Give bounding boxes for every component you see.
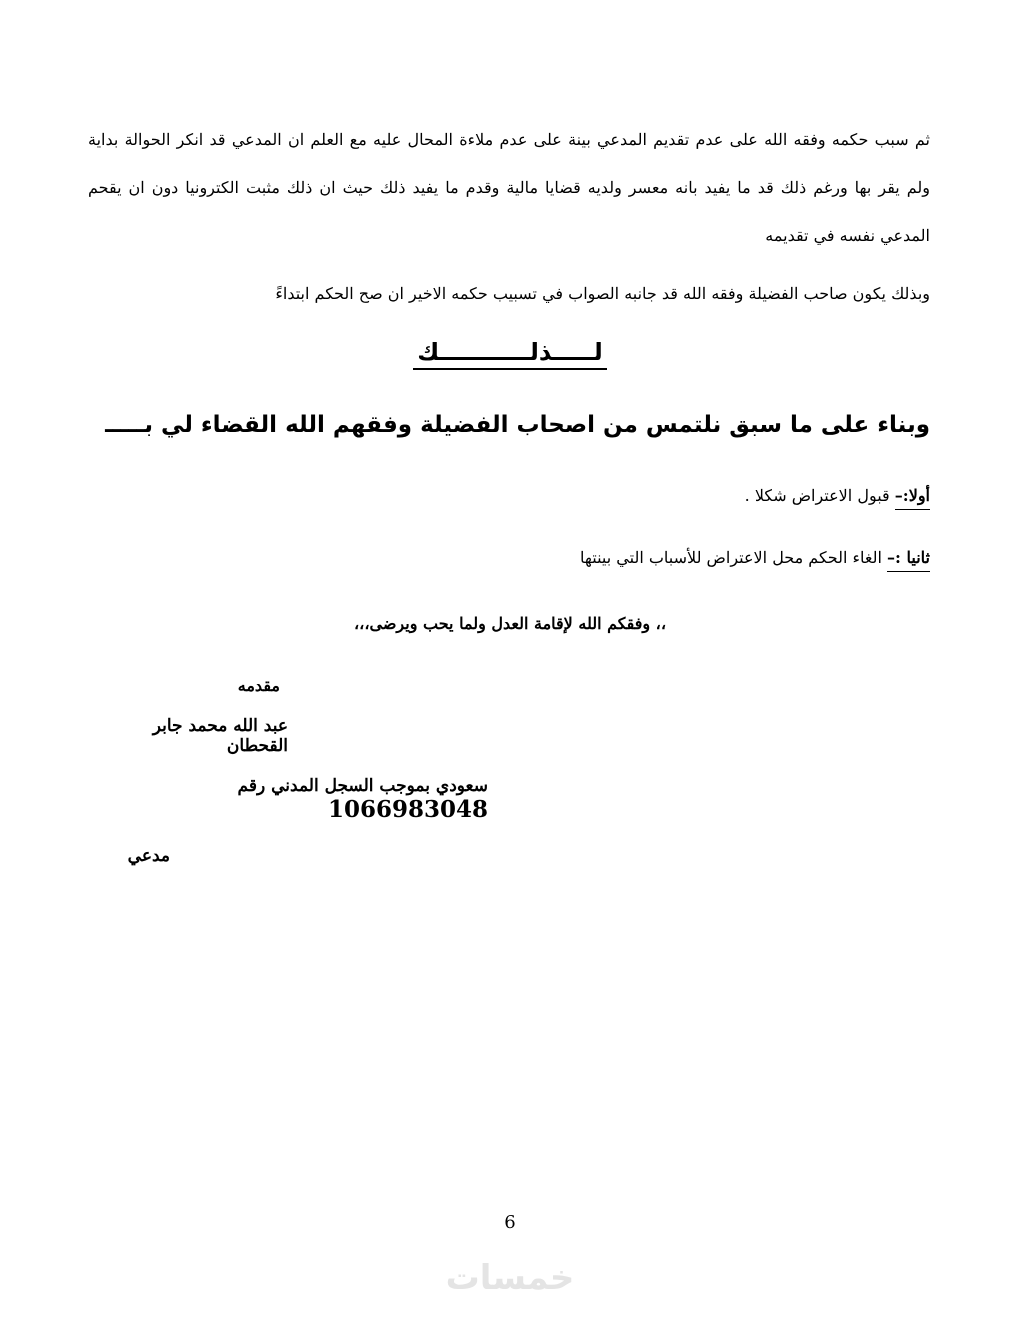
- request-statement: وبناء على ما سبق نلتمس من اصحاب الفضيلة وفقهم الله القضاء لي بـــــ: [105, 412, 930, 438]
- page-number: 6: [504, 1212, 516, 1233]
- request-item-second: [580, 548, 930, 567]
- request-item-second-text: الغاء الحكم محل الاعتراض للأسباب التي بينتها: [580, 548, 888, 567]
- civil-id-text: سعودي بموجب السجل المدني رقم: [237, 776, 488, 796]
- section-heading: [0, 338, 1020, 366]
- presenter-name: عبد الله محمد جابر القحطان: [152, 716, 288, 756]
- request-item-first: [745, 486, 930, 505]
- paragraph-conclusion: وبذلك يكون صاحب الفضيلة وفقه الله قد جانبه الصواب في تسبيب حكمه الاخير ان صح الحكم ابتداءً: [275, 284, 930, 303]
- section-heading-text: لـــــذلـــــــــــك: [413, 338, 606, 370]
- paragraph-reasoning: ثم سبب حكمه وفقه الله على عدم تقديم المدعي بينة على عدم ملاءة المحال عليه مع العلم ان المدعي قد انكر الحوالة بداية ولم يقر بها ورغم ذلك قد ما يفيد بانه معسر ولديه قضايا مالية وقدم ما يفيد ذلك حيث ان ذلك مثبت الكترونيا دون ان يقحم المدعي نفسه في تقديمه: [88, 130, 930, 245]
- request-item-first-label-group: [895, 486, 930, 510]
- closing-salutation: ،، وفقكم الله لإقامة العدل ولما يحب ويرضى،،،: [354, 614, 666, 633]
- request-item-first-label: أولا:–: [894, 486, 930, 505]
- role-label: مدعي: [127, 846, 170, 866]
- presenter-label: مقدمه: [237, 676, 280, 695]
- civil-id-line: [88, 776, 488, 823]
- request-item-second-label-group: [887, 548, 930, 572]
- civil-id-number: 1066983048: [327, 796, 488, 823]
- request-item-second-label: ثانيا :–: [887, 548, 930, 567]
- request-item-first-text: قبول الاعتراض شكلا .: [744, 486, 895, 505]
- watermark-logo: خمسات: [445, 1258, 575, 1298]
